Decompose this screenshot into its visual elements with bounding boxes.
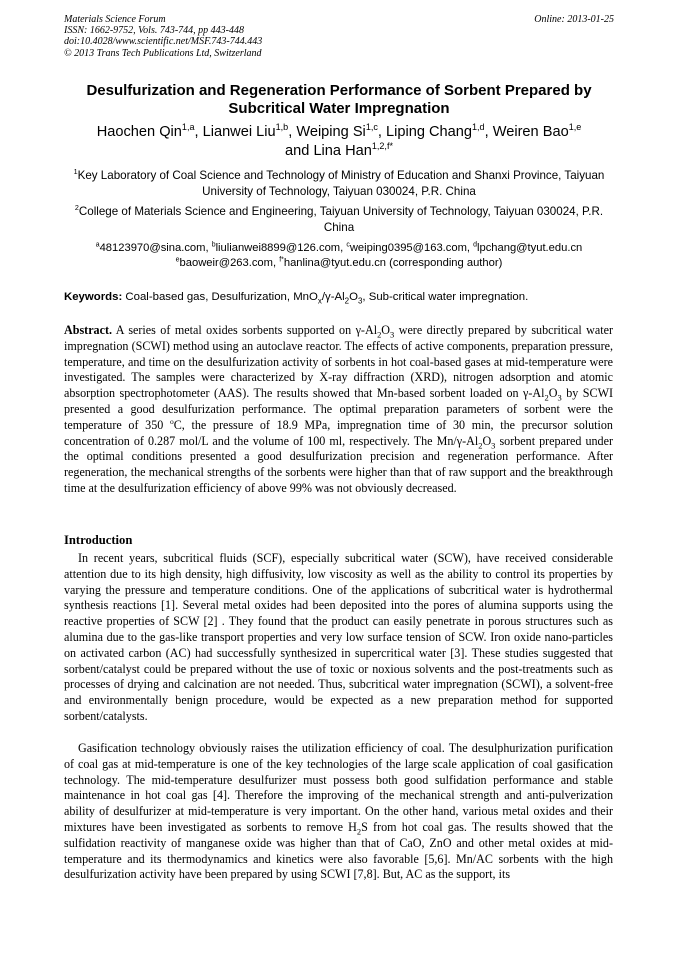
abstract-text: A series of metal oxides sorbents supported on γ-Al — [112, 323, 378, 337]
author-mark: 1,b — [275, 122, 289, 133]
email-mark: d — [473, 241, 477, 249]
author-mark: 1,2,f* — [371, 141, 393, 152]
author-mark: 1,c — [365, 122, 378, 133]
affiliation-text: College of Materials Science and Engineering, Taiyuan University of Technology, Taiyuan 030024, P.R. China — [78, 205, 604, 234]
email-link[interactable]: hanlina@tyut.edu.cn — [283, 257, 387, 270]
abstract-text: O — [548, 386, 558, 401]
paragraph-text: S from hot coal gas. The results showed that the sulfidation reactivity of manganese oxide was higher than that of CaO, ZnO and other metal oxides at mid-temperature and its thermodynamics and kinetics were also favorable [5,6]. Mn/AC sorbents with the high desulfurization activity have been prepared by using SCWI [7,8]. But, AC as the support, its — [64, 819, 613, 882]
abstract-text: O — [381, 323, 391, 337]
email-mark: f* — [279, 256, 284, 264]
subscript: 2 — [544, 392, 549, 403]
subscript: 3 — [357, 296, 363, 306]
paper-title: Desulfurization and Regeneration Performance of Sorbent Prepared by Subcritical Water Impregnation — [86, 82, 592, 117]
intro-paragraph-1: In recent years, subcritical fluids (SCF), especially subcritical water (SCW), have received considerable attention due to its high density, high diffusivity, low viscosity as well as the ability to control its properties by varying the pressure and temperature conditions. One of the applications of subcritical water is hydrothermal synthesis reactions [1]. Several metal oxides had been deposited into the pores of alumina supports using the reactive properties of SCW [2] . They found that the product can easily penetrate in porous structures such as alumina due to the gas-like transport properties and very low surface tension of SCW. Iron oxide nano-particles on activated carbon (AC) had successfully synthesized in supercritical water [3]. These studies suggested that sorbent/catalyst could be prepared without the use of toxic or noxious solvents and the post-treatments such as processes of drying and calcination are not needed. Thus, subcritical water impregnation (SCWI), a solvent-free and environmentally benign procedure, would be expected as a new preparation method for supported sorbent/catalysts. — [64, 551, 613, 723]
affiliation-text: Key Laboratory of Coal Science and Technology of Ministry of Education and Shanxi Province, Taiyuan University of Technology, Taiyuan 030024, P.R. China — [77, 169, 605, 198]
keywords-text: /γ-Al — [321, 291, 345, 303]
doi-line[interactable]: doi:10.4028/www.scientific.net/MSF.743-744.443 — [64, 36, 263, 48]
author-name: Haochen Qin — [96, 124, 182, 140]
email-mark: c — [346, 241, 350, 249]
authors-and: and — [285, 143, 310, 159]
abstract-text: were directly prepared by subcritical water impregnation (SCWI) method using an autoclave reactor. The effects of active components, preparation pressure, temperature, and time on the desulfurization activity of sorbents in hot coal-based gases at mid-temperature were investigated. The samples were characterized by X-ray diffraction (XRD), nitrogen adsorption and atomic absorption spectrophotometer (AAS). The results showed that Mn-based sorbent loaded on γ-Al — [64, 323, 613, 401]
abstract-text: C, the pressure of 18.9 MPa, impregnation time of 30 min, the precursor solution concentration of 0.287 mol/L and the volume of 100 ml, respectively. The Mn/γ-Al — [64, 417, 613, 448]
author-mark: 1,d — [472, 122, 485, 133]
keywords-text: , Sub-critical water impregnation. — [362, 291, 529, 303]
author-name: Lianwei Liu — [202, 124, 276, 140]
intro-paragraph-2 — [64, 741, 613, 883]
subscript: 3 — [491, 439, 496, 450]
keywords — [64, 290, 624, 304]
author-list: Haochen Qin$^{1,a}$, Lianwei Liu$^{1,b}$, Weiping Si$^{1,c}$, Liping Chang$^{1,d}$, Weiren Bao$^{1,e}$ and Lina Han$^{1,2,f*}$ — [96, 122, 582, 159]
author-name: Lina Han — [313, 143, 372, 159]
email-link[interactable]: weiping0395@163.com — [349, 242, 467, 254]
author-name: Weiren Bao — [492, 124, 569, 140]
keywords-text: Coal-based gas, Desulfurization, MnO — [125, 291, 318, 303]
author-name: Weiping Si — [296, 124, 366, 140]
subscript: 3 — [390, 329, 395, 340]
issn-line: ISSN: 1662-9752, Vols. 743-744, pp 443-448 — [64, 25, 244, 37]
keywords-text: O — [349, 291, 358, 303]
online-date: Online: 2013-01-25 — [534, 14, 614, 25]
superscript: o — [169, 416, 174, 426]
email-link[interactable]: liulianwei8899@126.com — [215, 242, 341, 254]
affiliation-1 — [60, 168, 618, 199]
paragraph-text: Gasification technology obviously raises the utilization efficiency of coal. The desulphurization purification of coal gas at mid-temperature is one of the key technologies of the large scale application of coal gasification technology. The mid-temperature desulfurizer must possess both good sulfidation performance and stable maintenance in hot coal gas [4]. Therefore the improving of the mechanical strength and anti-pulverization ability of desulfurizer at mid-temperature is very important. On the other hand, various metal oxides and their mixtures have been investigated as sorbents to remove H — [64, 741, 613, 834]
email-mark: a — [95, 241, 100, 249]
subscript: 2 — [478, 439, 483, 450]
abstract-text: by SCWI presented a good desulfurization performance. The optimal preparation parameters of sorbent were the temperature of 350 — [64, 386, 614, 432]
subscript: 2 — [344, 296, 350, 306]
email-link[interactable]: baoweir@263.com — [179, 257, 273, 270]
email-mark: b — [211, 241, 216, 249]
keywords-label: Keywords: — [64, 291, 123, 303]
abstract-text: O — [482, 433, 492, 448]
subscript: x — [317, 296, 322, 306]
email-link[interactable]: lpchang@tyut.edu.cn — [476, 242, 583, 254]
author-name: Liping Chang — [386, 124, 473, 140]
subscript: 3 — [557, 392, 562, 403]
copyright-line: © 2013 Trans Tech Publications Ltd, Switzerland — [64, 47, 262, 59]
corresponding-note: (corresponding author) — [389, 257, 503, 270]
author-mark: 1,a — [181, 122, 195, 133]
email-mark: e — [175, 256, 180, 264]
abstract-label: Abstract. — [64, 323, 113, 337]
email-list: $^a$48123970@sina.com, $^b$liulianwei8899@126.com, $^c$weiping0395@163.com, $^d$lpchang@tyut.edu.cn $^e$baoweir@263.com, $^{f*}$hanlina@tyut.edu.cn (corresponding author) — [95, 241, 583, 270]
journal-name: Materials Science Forum — [64, 14, 166, 25]
abstract — [64, 323, 613, 497]
abstract-text: sorbent prepared under the optimal conditions presented a good desulfurization precision and regeneration performance. After regeneration, the mechanical strengths of the sorbents were higher than that of raw support and the breakthrough time at the desulfurization efficiency of above 99% was not obviously decreased. — [64, 433, 613, 495]
subscript: 2 — [377, 329, 382, 340]
subscript: 2 — [356, 826, 362, 837]
author-mark: 1,e — [568, 122, 582, 133]
section-heading-introduction: Introduction — [64, 533, 133, 547]
affiliation-mark: 1 — [73, 167, 78, 177]
email-link[interactable]: 48123970@sina.com — [99, 242, 206, 254]
affiliation-mark: 2 — [74, 203, 79, 213]
journal-header — [64, 14, 262, 59]
affiliation-2 — [60, 204, 618, 235]
